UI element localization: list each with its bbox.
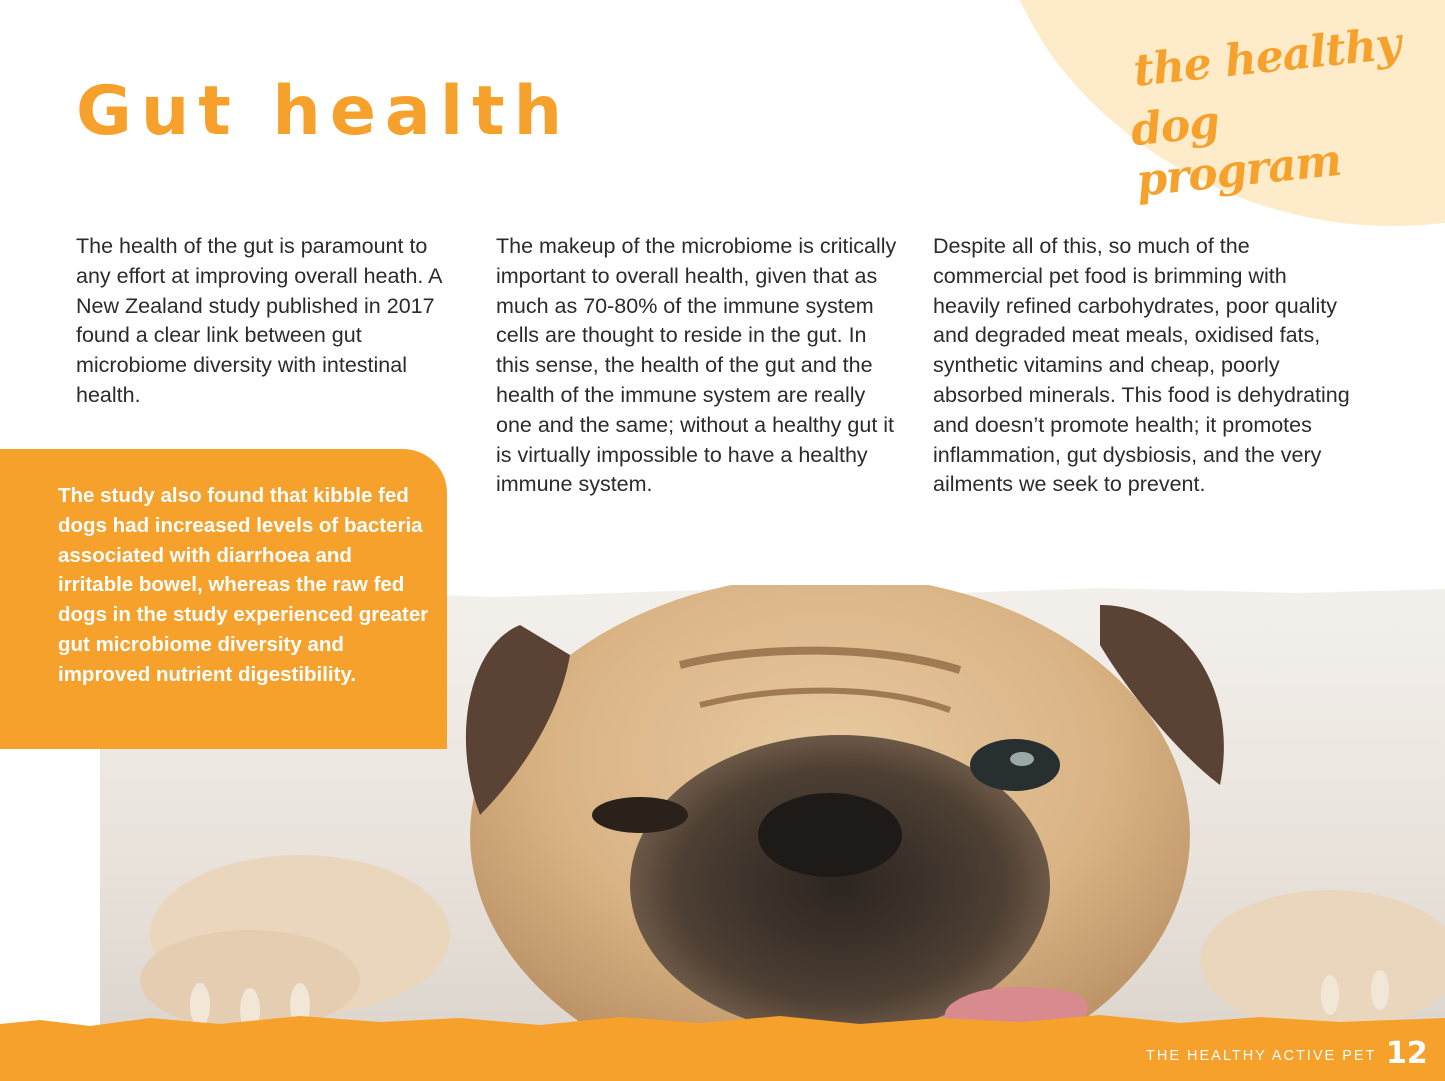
footer-label: THE HEALTHY ACTIVE PET: [1146, 1048, 1377, 1064]
body-column-1: The health of the gut is paramount to any effort at improving overall heath. A New Zealand study published in 2017 found a clear link between gut microbiome diversity with intestinal health.: [76, 234, 442, 407]
logo-line-2: dog program: [1128, 96, 1344, 207]
page-number: 12: [1386, 1036, 1428, 1071]
logo-line-1: the healthy: [1131, 18, 1403, 97]
footer-band: [0, 1010, 1445, 1081]
page-title: Gut health: [76, 72, 572, 151]
body-column-2: The makeup of the microbiome is critically important to overall health, given that as much as 70-80% of the immune system cells are thought to reside in the gut. In this sense, the health of the gut and the health of the immune system are really one and the same; without a healthy gut it is virtually impossible to have a healthy immune system.: [496, 234, 897, 497]
program-logo: [1125, 18, 1425, 207]
callout-text: The study also found that kibble fed dogs had increased levels of bacteria associated with diarrhoea and irritable bowel, whereas the raw fed dogs in the study experienced greater gut microbiome diversity and improved nutrient digestibility.: [58, 484, 429, 686]
body-column-3: Despite all of this, so much of the commercial pet food is brimming with heavily refined carbohydrates, poor quality and degraded meat meals, oxidised fats, synthetic vitamins and cheap, poorly absorbed minerals. This food is dehydrating and doesn’t promote health; it promotes inflammation, gut dysbiosis, and the very ailments we seek to prevent.: [933, 234, 1350, 497]
